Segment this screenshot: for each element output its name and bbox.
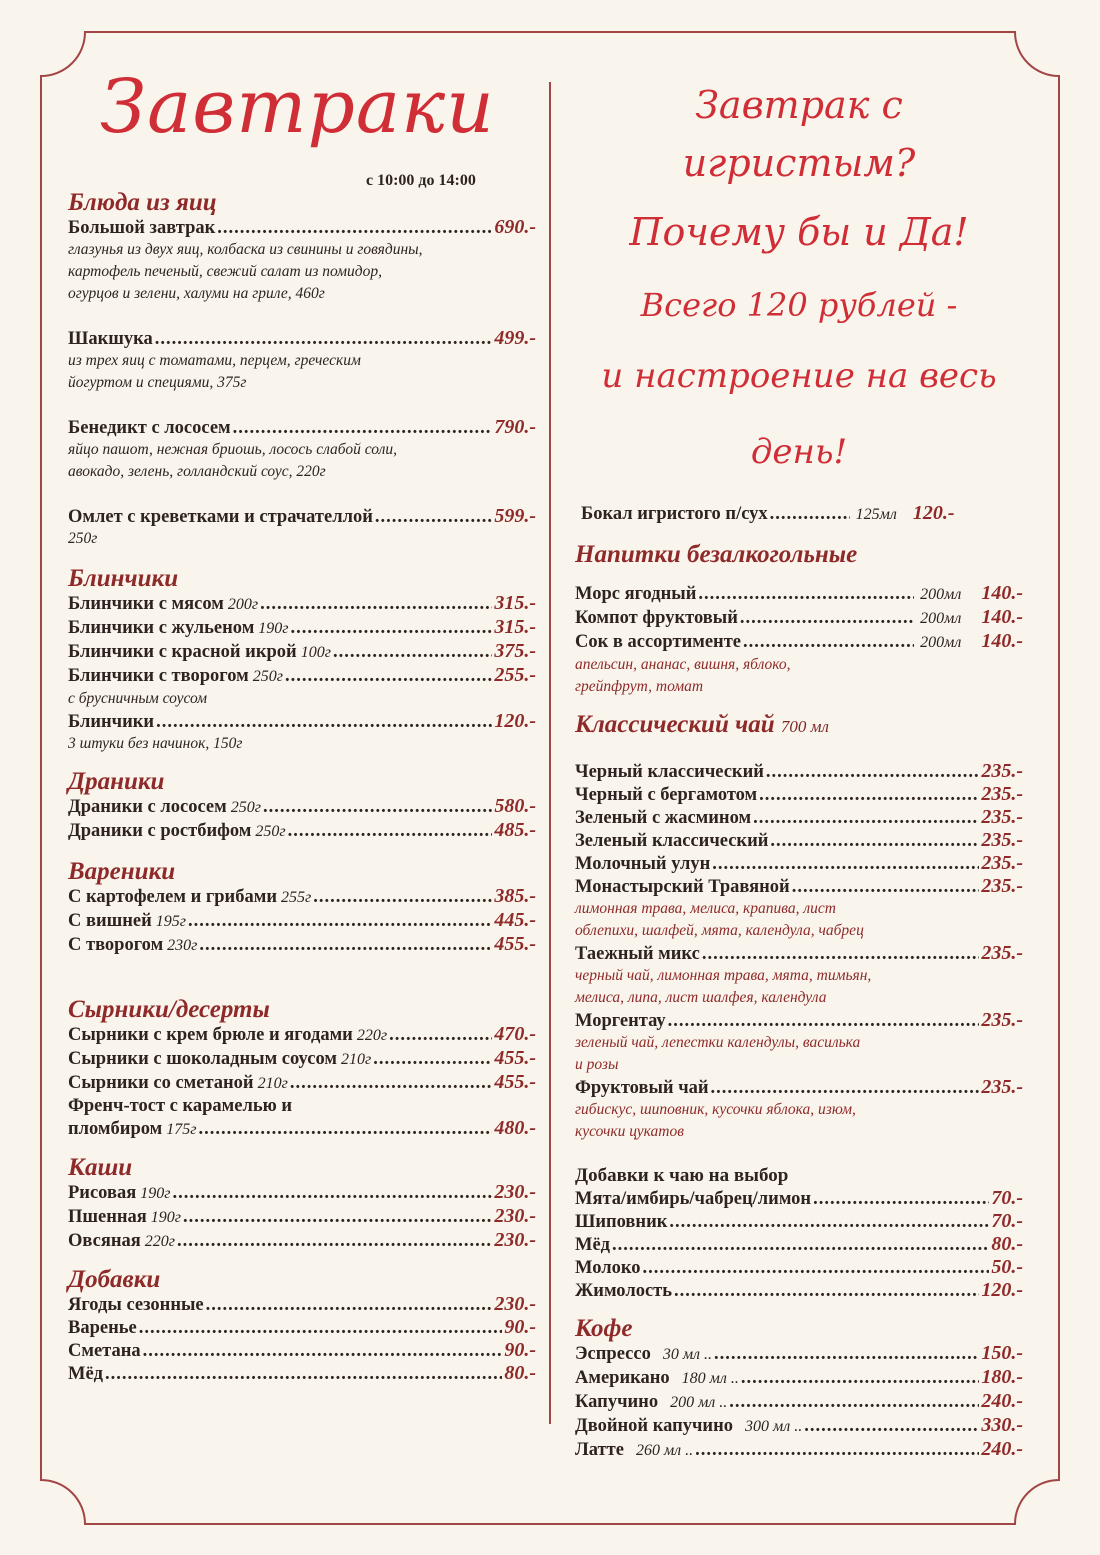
item-price: 230.-: [494, 1181, 536, 1203]
promo-line-3: Всего 120 рублей -: [640, 286, 958, 324]
item-weight: 250г: [252, 668, 283, 685]
menu-item: [575, 1233, 1023, 1256]
menu-item: [575, 606, 1023, 630]
item-name: Сырники с крем брюле и ягодами: [68, 1025, 353, 1045]
item-name: Блинчики с жульеном: [68, 618, 255, 638]
menu-item: [68, 1316, 536, 1339]
menu-item: [68, 1339, 536, 1362]
menu-item: [575, 1414, 1023, 1438]
item-name: Черный с бергамотом: [575, 785, 758, 805]
menu-item: [575, 1279, 1023, 1302]
item-description: 250г: [68, 530, 98, 547]
item-name: Черный классический: [575, 762, 764, 782]
item-name: Блинчики: [68, 712, 155, 732]
menu-item: [68, 664, 536, 688]
item-name: Молочный улун: [575, 854, 711, 874]
item-weight: 210г: [257, 1075, 288, 1092]
item-price: 120.-: [981, 1279, 1023, 1301]
menu-item: [68, 505, 536, 550]
item-price: 235.-: [981, 829, 1023, 851]
item-name: Большой завтрак: [68, 218, 216, 238]
item-name: Шиповник: [575, 1212, 668, 1232]
item-price: 120.-: [494, 710, 536, 732]
menu-item: [68, 1023, 536, 1047]
item-name: Френч-тост с карамелью и: [68, 1096, 293, 1116]
menu-item: [575, 1187, 1023, 1210]
tea-title: Классический чай: [575, 711, 775, 738]
menu-item: [68, 1293, 536, 1316]
item-description: апельсин, ананас, вишня, яблоко,: [575, 656, 791, 673]
item-price: 235.-: [981, 1009, 1023, 1031]
menu-item: [68, 416, 536, 483]
item-description: авокадо, зелень, голландский соус, 220г: [68, 463, 326, 480]
section-title-coffee: Кофе: [575, 1315, 633, 1342]
item-name: С творогом: [68, 935, 164, 955]
menu-item: [575, 1390, 1023, 1414]
menu-item: [68, 1047, 536, 1071]
item-price: 80.-: [991, 1233, 1023, 1255]
item-price: 315.-: [494, 616, 536, 638]
item-price: 790.-: [494, 416, 536, 438]
right-column: [575, 62, 1023, 1462]
item-description: с брусничным соусом: [68, 690, 208, 707]
section-title-tea-addons: Добавки к чаю на выбор: [575, 1165, 789, 1186]
menu-item: [68, 616, 536, 640]
menu-item: [68, 327, 536, 394]
item-name: Мёд: [575, 1235, 611, 1255]
menu-item: [575, 1342, 1023, 1366]
item-name: Бокал игристого п/сух: [581, 504, 768, 524]
item-name: Рисовая: [68, 1183, 137, 1203]
item-description: облепихи, шалфей, мята, календула, чабрец: [575, 922, 864, 939]
menu-item-sparkling: [575, 502, 1023, 526]
item-price: 150.-: [981, 1342, 1023, 1364]
item-weight: 190г: [150, 1209, 182, 1226]
item-name: С картофелем и грибами: [68, 887, 277, 907]
item-weight: 190г: [140, 1185, 171, 1202]
left-column: [68, 62, 536, 1385]
menu-item: [68, 216, 536, 305]
item-weight: 100г: [300, 644, 331, 661]
item-price: 480.-: [494, 1117, 536, 1139]
item-description: и розы: [575, 1056, 619, 1073]
menu-item: [575, 1076, 1023, 1099]
section-title-tea: [575, 712, 1023, 740]
menu-item: [68, 1181, 536, 1205]
item-weight: 250г: [255, 823, 286, 840]
menu-item: [575, 806, 1023, 829]
menu-item: [68, 795, 536, 819]
item-name: Капучино: [575, 1392, 659, 1412]
menu-item: [68, 819, 536, 843]
item-description: лимонная трава, мелиса, крапива, лист: [575, 900, 837, 917]
menu-item: [68, 1071, 536, 1095]
item-price: 455.-: [494, 1071, 536, 1093]
item-price: 445.-: [494, 909, 536, 931]
menu-item-toast-line1: [68, 1095, 536, 1117]
item-price: 120.-: [912, 502, 955, 524]
column-divider: [549, 82, 551, 1424]
item-name: Монастырский Травяной: [575, 877, 790, 897]
item-name: Мята/имбирь/чабрец/лимон: [575, 1189, 812, 1209]
menu-item: [575, 942, 1023, 965]
serving-hours: с 10:00 до 14:00: [366, 172, 476, 189]
menu-item: [575, 760, 1023, 783]
item-volume: 260 мл ..: [635, 1442, 694, 1459]
item-description: яйцо пашот, нежная бриошь, лосось слабой соли,: [68, 441, 398, 458]
item-name: пломбиром: [68, 1119, 163, 1139]
item-price: 235.-: [981, 806, 1023, 828]
item-weight: 195г: [155, 913, 187, 930]
item-price: 235.-: [981, 760, 1023, 782]
item-price: 235.-: [981, 783, 1023, 805]
menu-item: [575, 1009, 1023, 1032]
menu-item: [575, 852, 1023, 875]
item-name: Сметана: [68, 1341, 141, 1361]
menu-item: [68, 909, 536, 933]
menu-item: [68, 710, 536, 733]
item-price: 330.-: [981, 1414, 1023, 1436]
menu-item: [575, 1366, 1023, 1390]
item-weight: 255г: [280, 889, 312, 906]
item-description: огурцов и зелени, халуми на гриле, 460г: [68, 285, 325, 302]
item-description: глазунья из двух яиц, колбаска из свинины и говядины,: [68, 241, 423, 258]
item-weight: 230г: [167, 937, 198, 954]
item-description: зеленый чай, лепестки календулы, василька: [575, 1034, 861, 1051]
item-price: 499.-: [494, 327, 536, 349]
menu-item: [68, 592, 536, 616]
item-volume: 200мл: [920, 586, 962, 603]
item-volume: 200мл: [920, 634, 962, 651]
item-price: 230.-: [494, 1229, 536, 1251]
item-weight: 210г: [340, 1051, 372, 1068]
item-name: Двойной капучино: [575, 1416, 733, 1436]
item-name: Блинчики с творогом: [68, 666, 249, 686]
item-description: черный чай, лимонная трава, мята, тимьян,: [575, 967, 872, 984]
item-name: Мёд: [68, 1364, 104, 1384]
item-price: 599.-: [494, 505, 536, 527]
item-name: Американо: [575, 1368, 670, 1388]
item-name: Пшенная: [68, 1207, 147, 1227]
item-weight: 200г: [227, 596, 259, 613]
item-name: Зеленый классический: [575, 831, 769, 851]
menu-item: [575, 1438, 1023, 1462]
item-name: Сырники с шоколадным соусом: [68, 1049, 337, 1069]
menu-item: [68, 1362, 536, 1385]
item-name: Таежный микс: [575, 944, 700, 964]
section-title-soft-drinks: Напитки безалкогольные: [575, 541, 858, 568]
menu-item: [68, 640, 536, 664]
item-name: Моргентау: [575, 1011, 666, 1031]
item-name: С вишней: [68, 911, 152, 931]
item-name: Фруктовый чай: [575, 1078, 709, 1098]
item-description: мелиса, липа, лист шалфея, календула: [575, 989, 827, 1006]
item-volume: 200мл: [920, 610, 962, 627]
menu-item: [575, 875, 1023, 898]
item-price: 230.-: [494, 1205, 536, 1227]
menu-item: [575, 1210, 1023, 1233]
item-weight: 190г: [258, 620, 289, 637]
item-price: 235.-: [981, 875, 1023, 897]
item-volume: 200 мл ..: [670, 1394, 728, 1411]
menu-item: [575, 783, 1023, 806]
item-name: Драники с лососем: [68, 797, 227, 817]
menu-item: [575, 630, 1023, 654]
item-description: 3 штуки без начинок, 150г: [68, 735, 243, 752]
menu-item: [68, 1205, 536, 1229]
item-weight: 220г: [144, 1233, 175, 1250]
item-name: Сок в ассортименте: [575, 632, 741, 652]
item-price: 470.-: [494, 1023, 536, 1045]
item-price: 385.-: [494, 885, 536, 907]
item-price: 70.-: [991, 1187, 1023, 1209]
item-description: кусочки цукатов: [575, 1123, 684, 1140]
item-price: 580.-: [494, 795, 536, 817]
item-price: 485.-: [494, 819, 536, 841]
item-price: 375.-: [494, 640, 536, 662]
item-name: Молоко: [575, 1258, 641, 1278]
item-name: Омлет с креветками и страчателлой: [68, 507, 373, 527]
item-volume: 30 мл ..: [662, 1346, 713, 1363]
item-name: Блинчики с красной икрой: [68, 642, 297, 662]
item-name: Латте: [575, 1440, 624, 1460]
promo-line-2: Почему бы и Да!: [629, 210, 969, 254]
item-volume: 125мл: [855, 506, 897, 523]
item-weight: 175г: [166, 1121, 197, 1138]
item-price: 240.-: [981, 1438, 1023, 1460]
item-name: Эспрессо: [575, 1344, 651, 1364]
item-description: из трех яиц с томатами, перцем, греческим: [68, 352, 361, 369]
tea-volume: 700 мл: [780, 717, 829, 736]
menu-title: Завтраки: [100, 64, 495, 150]
item-description: картофель печеный, свежий салат из помидор,: [68, 263, 383, 280]
item-price: 455.-: [494, 1047, 536, 1069]
menu-header: [68, 62, 536, 190]
section-title-syrniki: Сырники/десерты: [68, 996, 270, 1023]
item-price: 140.-: [981, 606, 1023, 628]
item-name: Ягоды сезонные: [68, 1295, 204, 1315]
menu-item: [68, 1117, 536, 1141]
item-price: 80.-: [504, 1362, 536, 1384]
item-name: Морс ягодный: [575, 584, 697, 604]
item-weight: 220г: [356, 1027, 388, 1044]
item-volume: 300 мл ..: [745, 1418, 803, 1435]
promo-line-4: и настроение на весь день!: [601, 356, 997, 472]
menu-item: [575, 829, 1023, 852]
menu-item: [575, 582, 1023, 606]
item-name: Сырники со сметаной: [68, 1073, 254, 1093]
item-price: 235.-: [981, 942, 1023, 964]
item-price: 180.-: [981, 1366, 1023, 1388]
item-price: 455.-: [494, 933, 536, 955]
item-price: 255.-: [494, 664, 536, 686]
menu-item: [575, 1256, 1023, 1279]
item-price: 50.-: [991, 1256, 1023, 1278]
section-title-draniki: Драники: [68, 768, 165, 795]
item-price: 140.-: [981, 582, 1023, 604]
menu-item: [68, 885, 536, 909]
item-name: Жимолость: [575, 1281, 673, 1301]
item-description: гибискус, шиповник, кусочки яблока, изюм,: [575, 1101, 856, 1118]
item-name: Варенье: [68, 1318, 137, 1338]
item-name: Овсяная: [68, 1231, 141, 1251]
item-price: 90.-: [504, 1316, 536, 1338]
item-price: 90.-: [504, 1339, 536, 1361]
item-weight: 250г: [230, 799, 261, 816]
section-title-kashi: Каши: [68, 1154, 133, 1181]
promo-line-1: Завтрак с игристым?: [682, 83, 916, 185]
item-volume: 180 мл ..: [681, 1370, 739, 1387]
item-price: 70.-: [991, 1210, 1023, 1232]
item-name: Блинчики с мясом: [68, 594, 224, 614]
item-price: 240.-: [981, 1390, 1023, 1412]
item-description: грейпфрут, томат: [575, 678, 704, 695]
section-title-eggs: Блюда из яиц: [68, 189, 217, 216]
item-name: Зеленый с жасмином: [575, 808, 752, 828]
item-price: 230.-: [494, 1293, 536, 1315]
item-price: 140.-: [981, 630, 1023, 652]
menu-item: [68, 1229, 536, 1253]
section-title-vareniki: Вареники: [68, 858, 176, 885]
item-name: Драники с ростбифом: [68, 821, 252, 841]
item-price: 690.-: [494, 216, 536, 238]
item-name: Шакшука: [68, 329, 153, 349]
item-price: 235.-: [981, 852, 1023, 874]
item-name: Компот фруктовый: [575, 608, 738, 628]
item-price: 315.-: [494, 592, 536, 614]
section-title-pancakes: Блинчики: [68, 565, 179, 592]
item-name: Бенедикт с лососем: [68, 418, 231, 438]
section-title-extras: Добавки: [68, 1266, 161, 1293]
menu-item: [68, 933, 536, 957]
item-price: 235.-: [981, 1076, 1023, 1098]
item-description: йогуртом и специями, 375г: [68, 374, 247, 391]
